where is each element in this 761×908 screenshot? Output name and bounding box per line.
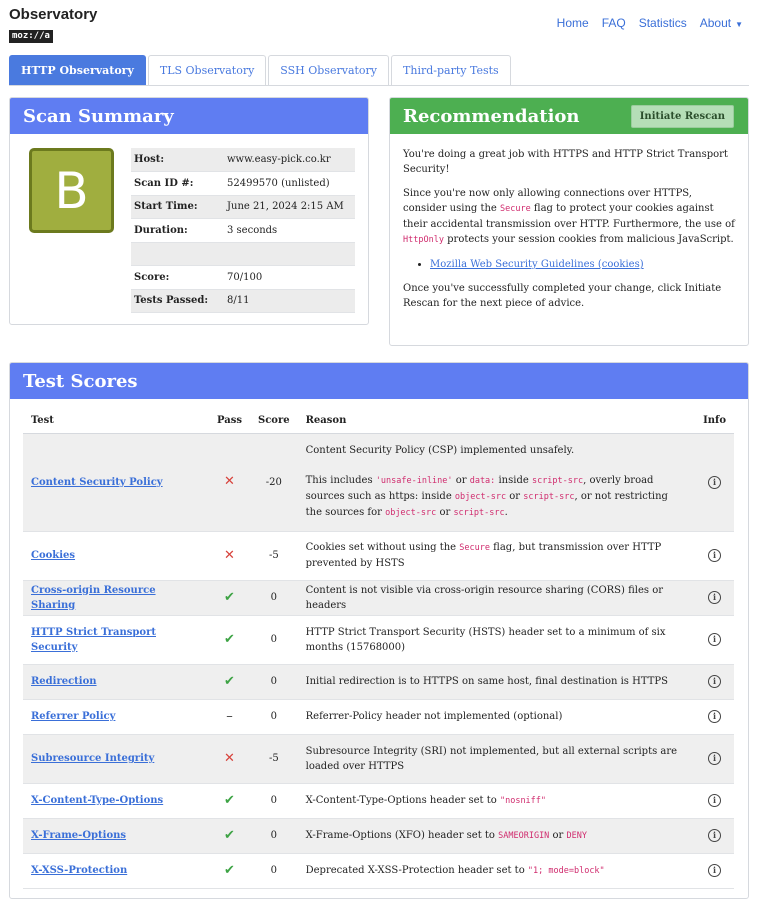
- x-icon: ✕: [224, 474, 235, 489]
- reason-text: Content Security Policy (CSP) implemented unsafely.: [305, 445, 575, 456]
- code-httponly: HttpOnly: [403, 235, 444, 245]
- reason-cell: [298, 531, 695, 580]
- reason-code: object-src: [454, 492, 507, 502]
- reason-text: or: [549, 829, 567, 841]
- test-name-link[interactable]: X-Content-Type-Options: [31, 795, 164, 806]
- summary-label: [131, 242, 224, 266]
- tab-third-party-tests[interactable]: Third-party Tests: [391, 55, 511, 85]
- reason-text: HTTP Strict Transport Security (HSTS) header set to a minimum of six months (15768000): [305, 626, 666, 653]
- info-cell: [695, 699, 734, 734]
- table-header-row: [23, 408, 734, 433]
- nav-about-label: About: [699, 16, 732, 30]
- text: protects your session cookies from malicious JavaScript.: [443, 234, 734, 245]
- reason-code: SAMEORIGIN: [498, 830, 550, 841]
- mozilla-logo: moz://a: [9, 30, 53, 43]
- summary-label: Duration:: [131, 219, 224, 243]
- summary-row: [131, 289, 355, 313]
- table-row: [23, 818, 734, 853]
- reason-code: Secure: [459, 543, 490, 553]
- reason-text: flag, but transmission over HTTP prevented by HSTS: [305, 542, 662, 569]
- reason-text: Referrer-Policy header not implemented (optional): [305, 711, 563, 722]
- pass-cell: [209, 531, 250, 580]
- reason-text: Deprecated X-XSS-Protection header set to: [305, 864, 528, 876]
- reason-code: DENY: [566, 830, 587, 841]
- reason-cell: [298, 853, 695, 888]
- col-score: Score: [250, 408, 298, 433]
- reason-code: data:: [469, 476, 496, 486]
- observatory-tabs: [9, 55, 513, 85]
- score-cell: -5: [250, 531, 298, 580]
- info-icon[interactable]: i: [708, 633, 721, 646]
- info-icon[interactable]: i: [708, 549, 721, 562]
- tab-divider: [9, 85, 749, 86]
- summary-value: 3 seconds: [224, 219, 355, 243]
- test-scores-table: [23, 408, 734, 889]
- test-name-link[interactable]: Subresource Integrity: [31, 753, 155, 764]
- summary-value: June 21, 2024 2:15 AM: [224, 195, 355, 219]
- summary-row: [131, 219, 355, 243]
- summary-label: Tests Passed:: [131, 289, 224, 313]
- table-row: [23, 531, 734, 580]
- table-row: [23, 664, 734, 699]
- reason-cell: [298, 699, 695, 734]
- reason-code: "nosniff": [499, 795, 547, 806]
- score-cell: 0: [250, 783, 298, 818]
- table-row: [23, 734, 734, 783]
- reason-text: .: [504, 507, 508, 518]
- table-row: [23, 853, 734, 888]
- check-icon: ✔: [224, 631, 235, 647]
- summary-row: [131, 242, 355, 266]
- pass-cell: [209, 734, 250, 783]
- pass-cell: [209, 580, 250, 615]
- info-cell: [695, 433, 734, 531]
- summary-row: [131, 266, 355, 290]
- summary-value: 8/11: [224, 289, 355, 313]
- check-icon: ✔: [224, 589, 235, 605]
- test-name-link[interactable]: X-Frame-Options: [31, 830, 127, 841]
- pass-cell: [209, 818, 250, 853]
- test-name-link[interactable]: Cross-origin Resource Sharing: [31, 584, 156, 611]
- test-name-cell: [23, 699, 209, 734]
- check-icon: ✔: [224, 673, 235, 689]
- score-cell: 0: [250, 699, 298, 734]
- reason-text: Subresource Integrity (SRI) not implemented, but all external scripts are loaded over HTTPS: [305, 745, 678, 772]
- check-icon: ✔: [224, 827, 235, 843]
- summary-label: Start Time:: [131, 195, 224, 219]
- reason-code: script-src: [523, 492, 575, 502]
- pass-cell: [209, 664, 250, 699]
- test-scores-heading: Test Scores: [10, 363, 748, 399]
- table-row: [23, 783, 734, 818]
- tab-tls-observatory[interactable]: TLS Observatory: [148, 55, 266, 85]
- pass-cell: [209, 783, 250, 818]
- info-cell: [695, 531, 734, 580]
- test-name-cell: [23, 818, 209, 853]
- reason-text: inside: [495, 475, 532, 486]
- web-security-guidelines-link[interactable]: Mozilla Web Security Guidelines (cookies): [430, 259, 644, 270]
- test-name-link[interactable]: Referrer Policy: [31, 711, 116, 722]
- test-name-cell: [23, 433, 209, 531]
- caret-down-icon: ▼: [735, 20, 743, 29]
- brand[interactable]: [9, 6, 97, 43]
- score-cell: 0: [250, 580, 298, 615]
- test-name-cell: [23, 734, 209, 783]
- recommendation-heading: Recommendation: [390, 98, 748, 134]
- test-name-cell: [23, 615, 209, 664]
- reason-code: "1; mode=block": [527, 865, 605, 876]
- reason-code: 'unsafe-inline': [375, 476, 453, 486]
- x-icon: ✕: [224, 750, 235, 766]
- reason-text: , overly broad sources such as https: inside: [305, 475, 654, 502]
- test-name-link[interactable]: Redirection: [31, 676, 97, 687]
- recommendation-panel: [389, 97, 749, 346]
- reason-cell: [298, 664, 695, 699]
- code-secure: Secure: [500, 204, 531, 214]
- reason-text: or: [452, 475, 470, 486]
- summary-label: Host:: [131, 148, 224, 172]
- test-name-link[interactable]: X-XSS-Protection: [31, 865, 128, 876]
- test-name-link[interactable]: Cookies: [31, 550, 76, 561]
- score-cell: -5: [250, 734, 298, 783]
- reason-text: X-Content-Type-Options header set to: [305, 794, 500, 806]
- test-scores-panel: [9, 362, 749, 899]
- info-icon[interactable]: i: [708, 829, 721, 842]
- test-name-cell: [23, 664, 209, 699]
- reason-text: , or not restricting the sources for: [305, 491, 668, 518]
- col-pass: Pass: [209, 408, 250, 433]
- summary-label: Score:: [131, 266, 224, 290]
- tab-http-observatory[interactable]: HTTP Observatory: [9, 55, 146, 85]
- reason-text: Initial redirection is to HTTPS on same host, final destination is HTTPS: [305, 676, 668, 687]
- test-name-cell: [23, 783, 209, 818]
- reason-text: Cookies set without using the: [305, 542, 460, 553]
- reason-cell: [298, 818, 695, 853]
- info-icon[interactable]: i: [708, 752, 721, 765]
- text: flag to protect your cookies against their accidental transmission over HTTP. Furthermore, the use of: [403, 203, 735, 230]
- table-row: [23, 615, 734, 664]
- summary-row: [131, 148, 355, 172]
- info-cell: [695, 615, 734, 664]
- recommendation-text: Once you've successfully completed your change, click Initiate Rescan for the next piece of advice.: [403, 283, 722, 309]
- col-info: Info: [695, 408, 734, 433]
- info-icon[interactable]: i: [708, 710, 721, 723]
- app-title: Observatory: [9, 6, 98, 23]
- nav-faq-link[interactable]: FAQ: [601, 16, 626, 30]
- reason-cell: [298, 580, 695, 615]
- summary-value: 70/100: [224, 266, 355, 290]
- info-icon[interactable]: i: [708, 675, 721, 688]
- check-icon: ✔: [224, 862, 235, 878]
- reason-code: object-src: [385, 508, 437, 518]
- test-name-cell: [23, 853, 209, 888]
- summary-value: www.easy-pick.co.kr: [224, 148, 355, 172]
- tab-ssh-observatory[interactable]: SSH Observatory: [268, 55, 389, 85]
- recommendation-body: [390, 134, 748, 311]
- nav-statistics-link[interactable]: Statistics: [638, 16, 687, 30]
- pass-cell: [209, 853, 250, 888]
- pass-cell: [209, 699, 250, 734]
- info-cell: [695, 783, 734, 818]
- score-cell: -20: [250, 433, 298, 531]
- summary-row: [131, 195, 355, 219]
- nav-about-dropdown[interactable]: [700, 16, 743, 30]
- summary-row: [131, 172, 355, 196]
- test-name-link[interactable]: HTTP Strict Transport Security: [31, 626, 156, 653]
- info-cell: [695, 818, 734, 853]
- reason-text: Content is not visible via cross-origin resource sharing (CORS) files or headers: [305, 584, 664, 611]
- guidelines-list: [430, 257, 735, 272]
- score-cell: 0: [250, 818, 298, 853]
- nav-home-link[interactable]: Home: [556, 16, 589, 30]
- col-reason: Reason: [298, 408, 695, 433]
- summary-value: [224, 242, 355, 266]
- info-icon[interactable]: i: [708, 591, 721, 604]
- reason-cell: [298, 615, 695, 664]
- scan-summary-table: [131, 148, 355, 313]
- info-icon[interactable]: i: [708, 794, 721, 807]
- list-item: [430, 257, 735, 272]
- info-cell: [695, 664, 734, 699]
- reason-cell: [298, 734, 695, 783]
- initiate-rescan-button[interactable]: Initiate Rescan: [631, 105, 734, 128]
- score-cell: 0: [250, 853, 298, 888]
- reason-code: script-src: [531, 476, 584, 486]
- reason-text: or: [506, 491, 524, 502]
- recommendation-text: [403, 186, 735, 248]
- x-icon: ✕: [224, 547, 235, 563]
- info-cell: [695, 580, 734, 615]
- grade-badge: B: [29, 148, 114, 233]
- test-name-cell: [23, 580, 209, 615]
- info-icon[interactable]: i: [708, 864, 721, 877]
- check-icon: ✔: [224, 792, 235, 808]
- reason-cell: [298, 433, 695, 531]
- score-cell: 0: [250, 615, 298, 664]
- reason-code: script-src: [453, 508, 505, 518]
- summary-value: 52499570 (unlisted): [224, 172, 355, 196]
- test-name-cell: [23, 531, 209, 580]
- text: Since you're now only allowing connections over HTTPS, consider using the: [403, 188, 692, 214]
- reason-text: or: [436, 507, 454, 518]
- info-cell: [695, 853, 734, 888]
- col-test: Test: [23, 408, 209, 433]
- dash-icon: –: [226, 708, 233, 724]
- pass-cell: [209, 433, 250, 531]
- top-nav: [557, 16, 743, 30]
- table-row: [23, 699, 734, 734]
- score-cell: 0: [250, 664, 298, 699]
- reason-cell: [298, 783, 695, 818]
- recommendation-text: You're doing a great job with HTTPS and HTTP Strict Transport Security!: [403, 149, 728, 175]
- info-cell: [695, 734, 734, 783]
- info-icon[interactable]: i: [708, 476, 721, 489]
- scan-summary-panel: [9, 97, 369, 325]
- table-row: [23, 580, 734, 615]
- test-name-link[interactable]: Content Security Policy: [31, 476, 163, 488]
- reason-text: This includes: [305, 475, 376, 486]
- table-row: [23, 433, 734, 531]
- scan-summary-heading: Scan Summary: [10, 98, 368, 134]
- summary-label: Scan ID #:: [131, 172, 224, 196]
- pass-cell: [209, 615, 250, 664]
- reason-text: X-Frame-Options (XFO) header set to: [305, 829, 499, 841]
